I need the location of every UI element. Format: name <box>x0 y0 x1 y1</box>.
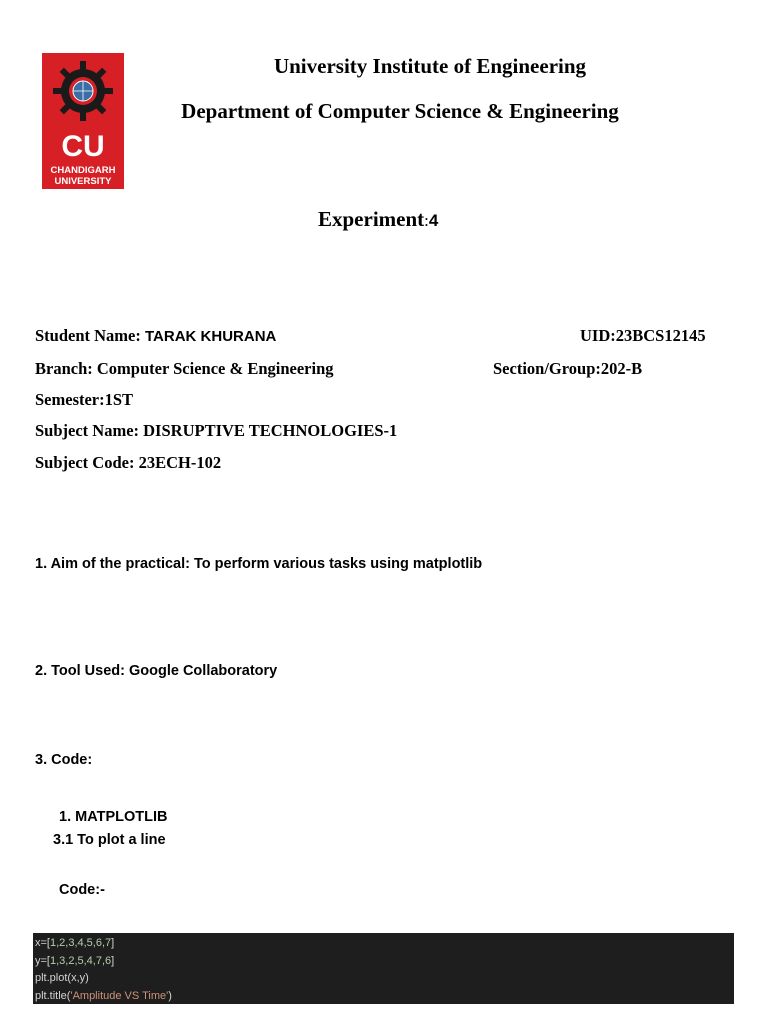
student-name-row <box>35 326 276 346</box>
aim-heading: 1. Aim of the practical: To perform various tasks using matplotlib <box>35 556 483 572</box>
logo-line-1: CHANDIGARH <box>50 165 116 176</box>
experiment-number: 4 <box>428 211 439 230</box>
code-line-3: plt.plot(x,y) <box>35 972 89 984</box>
logo-line-2: UNIVERSITY <box>54 176 112 187</box>
list-item-matplotlib: 1. MATPLOTLIB <box>59 809 168 825</box>
branch: Branch: Computer Science & Engineering <box>35 359 334 378</box>
subsection-plot-line: 3.1 To plot a line <box>53 832 166 848</box>
experiment-label: Experiment <box>318 207 425 231</box>
section-group: Section/Group:202-B <box>493 359 643 378</box>
code-line-4: plt.title('Amplitude VS Time') <box>35 989 172 1002</box>
code-label: Code:- <box>59 882 105 898</box>
logo-mark: CU <box>61 130 105 163</box>
code-block <box>33 933 734 1004</box>
subject-code: Subject Code: 23ECH-102 <box>35 453 222 472</box>
department-heading: Department of Computer Science & Engineering <box>181 99 619 123</box>
experiment-title <box>318 207 438 232</box>
code-line-2: y=[1,3,2,5,4,7,6] <box>35 954 115 967</box>
student-name-label: Student Name: <box>35 326 145 345</box>
institute-heading: University Institute of Engineering <box>273 54 587 78</box>
subject-name: Subject Name: DISRUPTIVE TECHNOLOGIES-1 <box>35 421 398 440</box>
code-line-1: x=[1,2,3,4,5,6,7] <box>35 937 115 949</box>
semester: Semester:1ST <box>35 390 134 409</box>
uid: UID:23BCS12145 <box>580 326 706 345</box>
code-heading: 3. Code: <box>35 752 93 768</box>
student-name-value: TARAK KHURANA <box>145 328 277 345</box>
tool-heading: 2. Tool Used: Google Collaboratory <box>35 663 278 679</box>
experiment-colon: : <box>424 211 429 230</box>
